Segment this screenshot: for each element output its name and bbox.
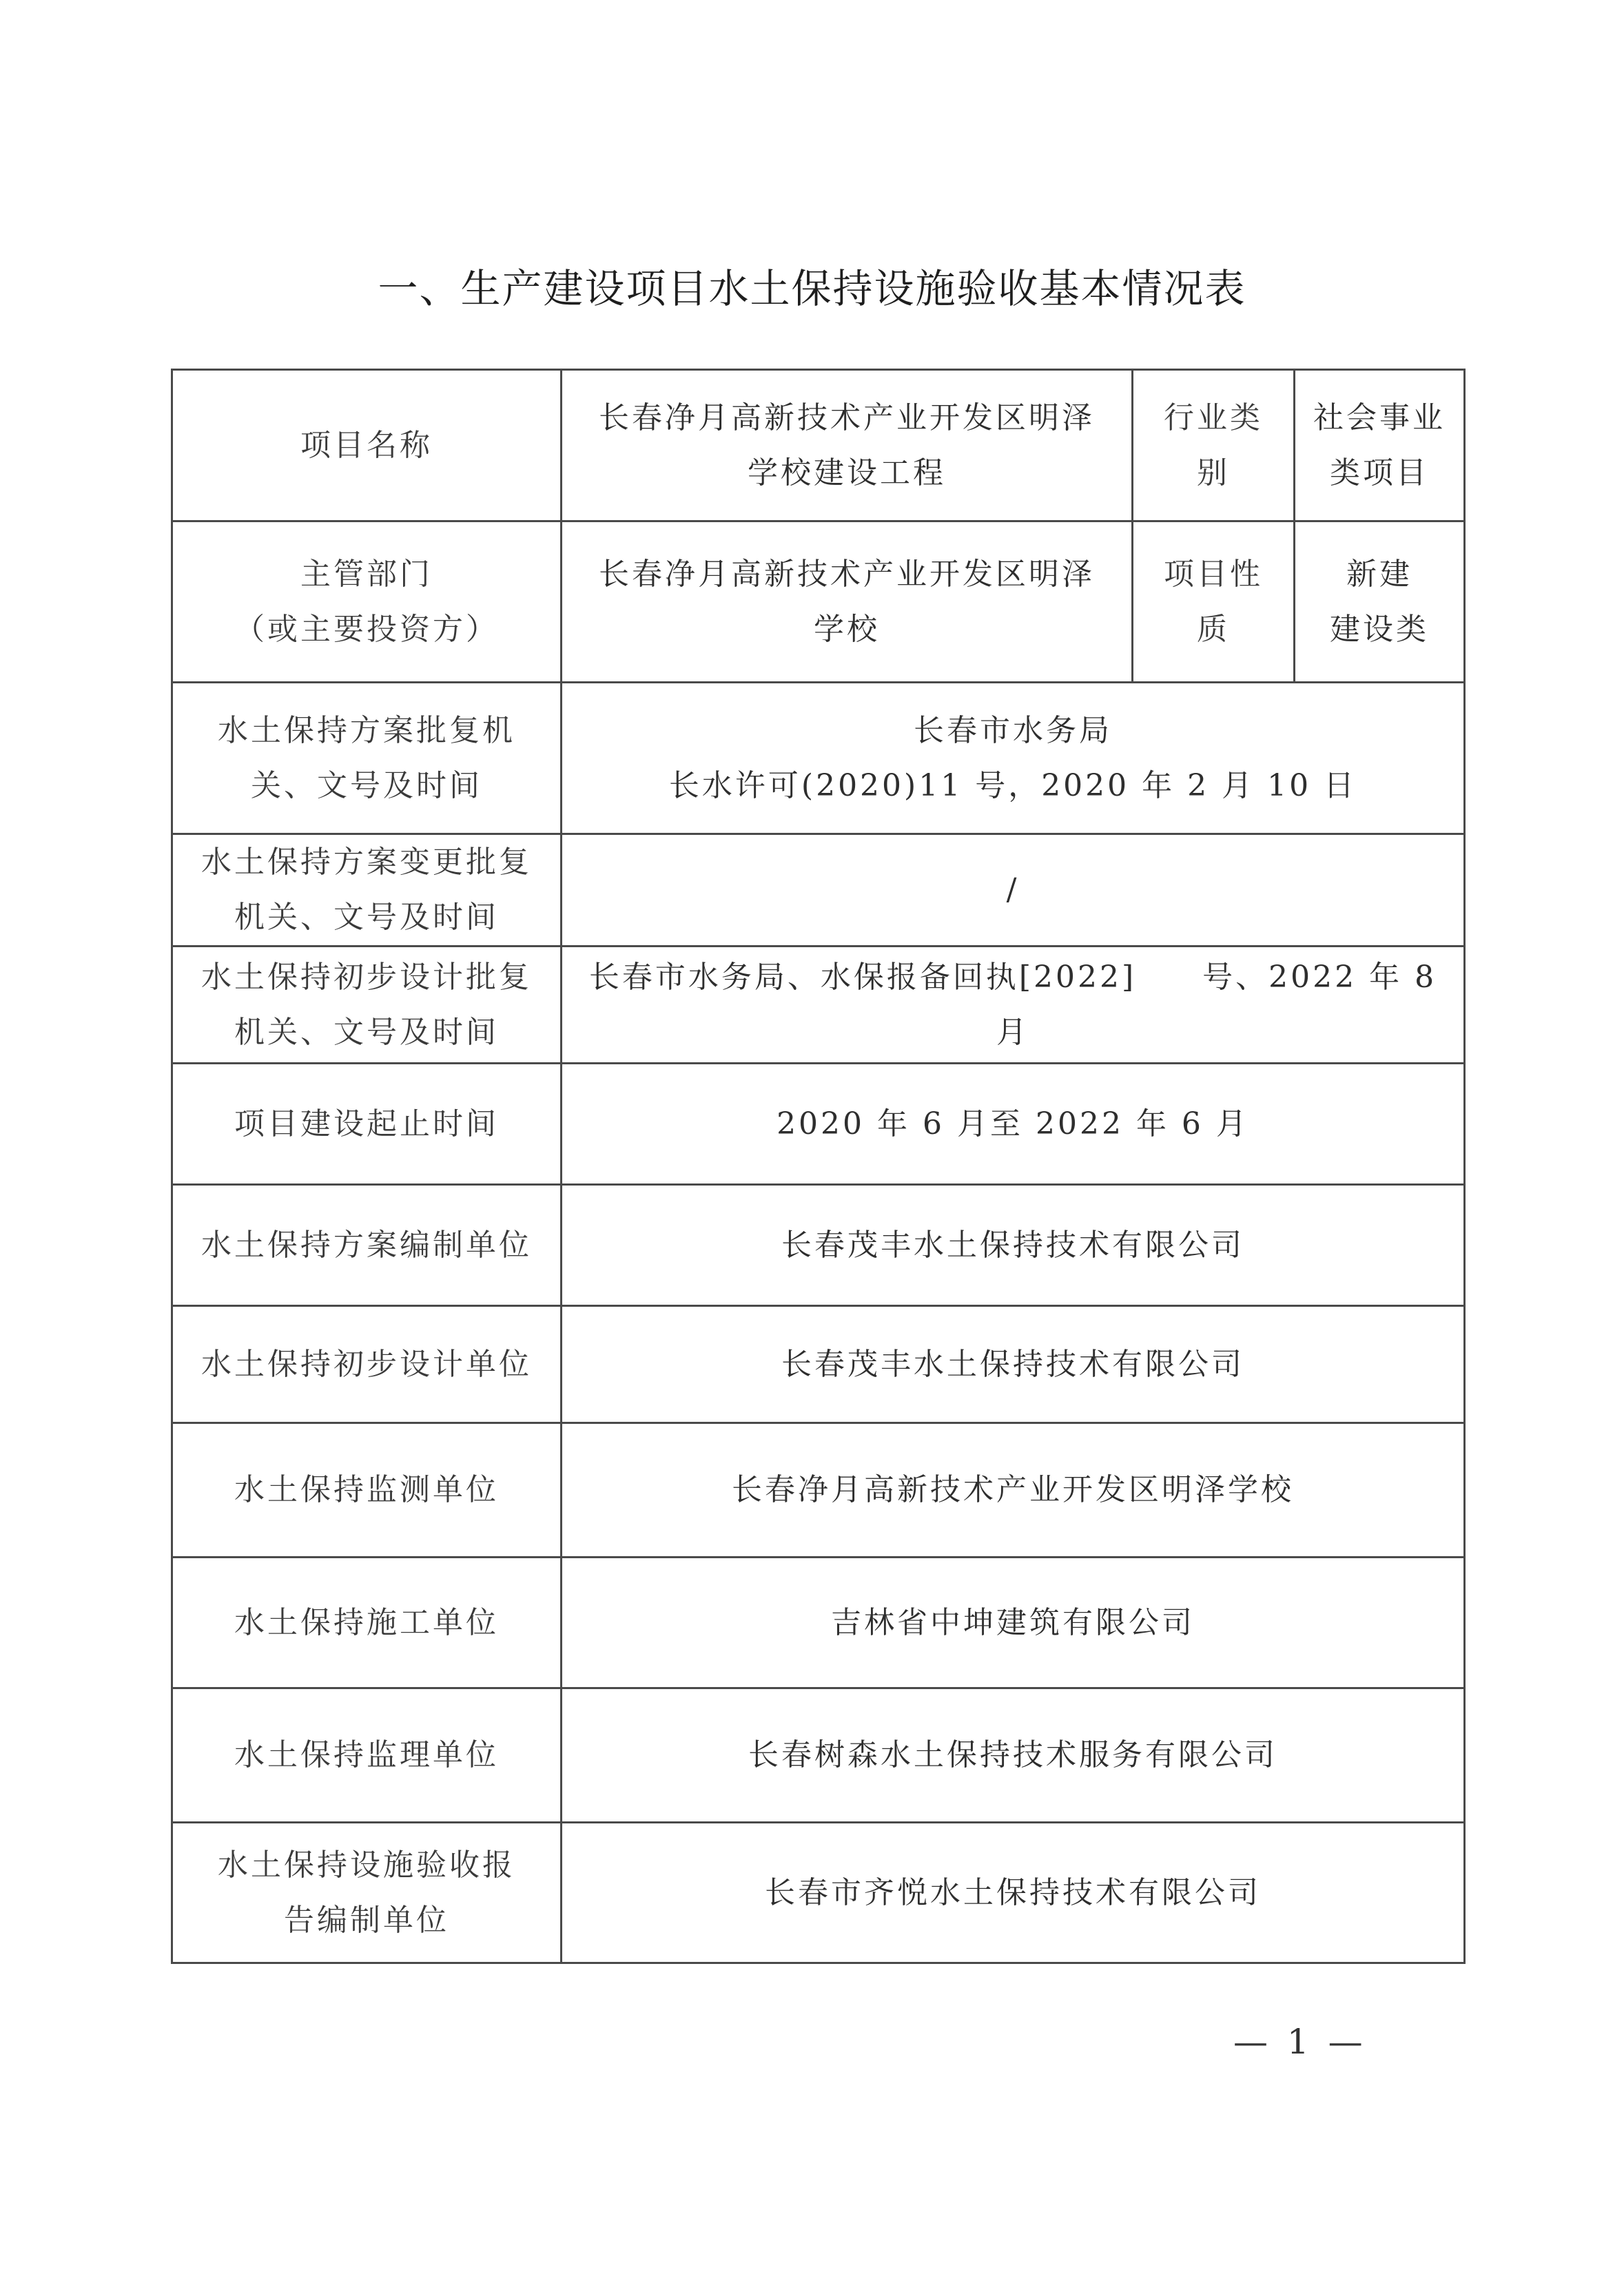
monitoring-unit-value: 长春净月高新技术产业开发区明泽学校	[562, 1423, 1465, 1558]
table-row-report-compiler	[172, 1823, 1465, 1963]
industry-category-value: 社会事业 类项目	[1295, 370, 1465, 521]
department-label: 主管部门 （或主要投资方）	[172, 521, 562, 683]
report-compiler-label: 水土保持设施验收报 告编制单位	[172, 1823, 562, 1963]
table-row-construction-unit	[172, 1558, 1465, 1688]
table-row-monitoring-unit	[172, 1423, 1465, 1558]
table-row-department	[172, 521, 1465, 683]
plan-approval-value: 长春市水务局 长水许可(2020)11 号，2020 年 2 月 10 日	[562, 683, 1465, 834]
plan-compiler-value: 长春茂丰水土保持技术有限公司	[562, 1185, 1465, 1306]
plan-change-approval-value: /	[562, 834, 1465, 947]
plan-approval-label: 水土保持方案批复机 关、文号及时间	[172, 683, 562, 834]
supervision-unit-value: 长春树森水土保持技术服务有限公司	[562, 1688, 1465, 1823]
table-row-preliminary-design-approval	[172, 947, 1465, 1064]
table-row-construction-period	[172, 1064, 1465, 1185]
construction-unit-value: 吉林省中坤建筑有限公司	[562, 1558, 1465, 1688]
preliminary-design-approval-label: 水土保持初步设计批复 机关、文号及时间	[172, 947, 562, 1064]
project-nature-label: 项目性质	[1133, 521, 1295, 683]
table-row-plan-change-approval	[172, 834, 1465, 947]
project-name-label: 项目名称	[172, 370, 562, 521]
table-row-preliminary-designer	[172, 1306, 1465, 1423]
construction-period-label: 项目建设起止时间	[172, 1064, 562, 1185]
table-row-supervision-unit	[172, 1688, 1465, 1823]
project-nature-value: 新建 建设类	[1295, 521, 1465, 683]
preliminary-design-approval-value: 长春市水务局、水保报备回执[2022] 号、2022 年 8 月	[562, 947, 1465, 1064]
construction-unit-label: 水土保持施工单位	[172, 1558, 562, 1688]
supervision-unit-label: 水土保持监理单位	[172, 1688, 562, 1823]
industry-category-label: 行业类别	[1133, 370, 1295, 521]
report-compiler-value: 长春市齐悦水土保持技术有限公司	[562, 1823, 1465, 1963]
acceptance-info-table	[171, 369, 1466, 1964]
project-name-value: 长春净月高新技术产业开发区明泽 学校建设工程	[562, 370, 1133, 521]
plan-change-approval-label: 水土保持方案变更批复 机关、文号及时间	[172, 834, 562, 947]
table-row-project-name	[172, 370, 1465, 521]
table-row-plan-approval	[172, 683, 1465, 834]
monitoring-unit-label: 水土保持监测单位	[172, 1423, 562, 1558]
department-value: 长春净月高新技术产业开发区明泽 学校	[562, 521, 1133, 683]
page-title: 一、生产建设项目水土保持设施验收基本情况表	[378, 265, 1246, 312]
plan-compiler-label: 水土保持方案编制单位	[172, 1185, 562, 1306]
table-row-plan-compiler	[172, 1185, 1465, 1306]
construction-period-value: 2020 年 6 月至 2022 年 6 月	[562, 1064, 1465, 1185]
preliminary-designer-value: 长春茂丰水土保持技术有限公司	[562, 1306, 1465, 1423]
preliminary-designer-label: 水土保持初步设计单位	[172, 1306, 562, 1423]
page-number: — 1 —	[1233, 2022, 1367, 2062]
